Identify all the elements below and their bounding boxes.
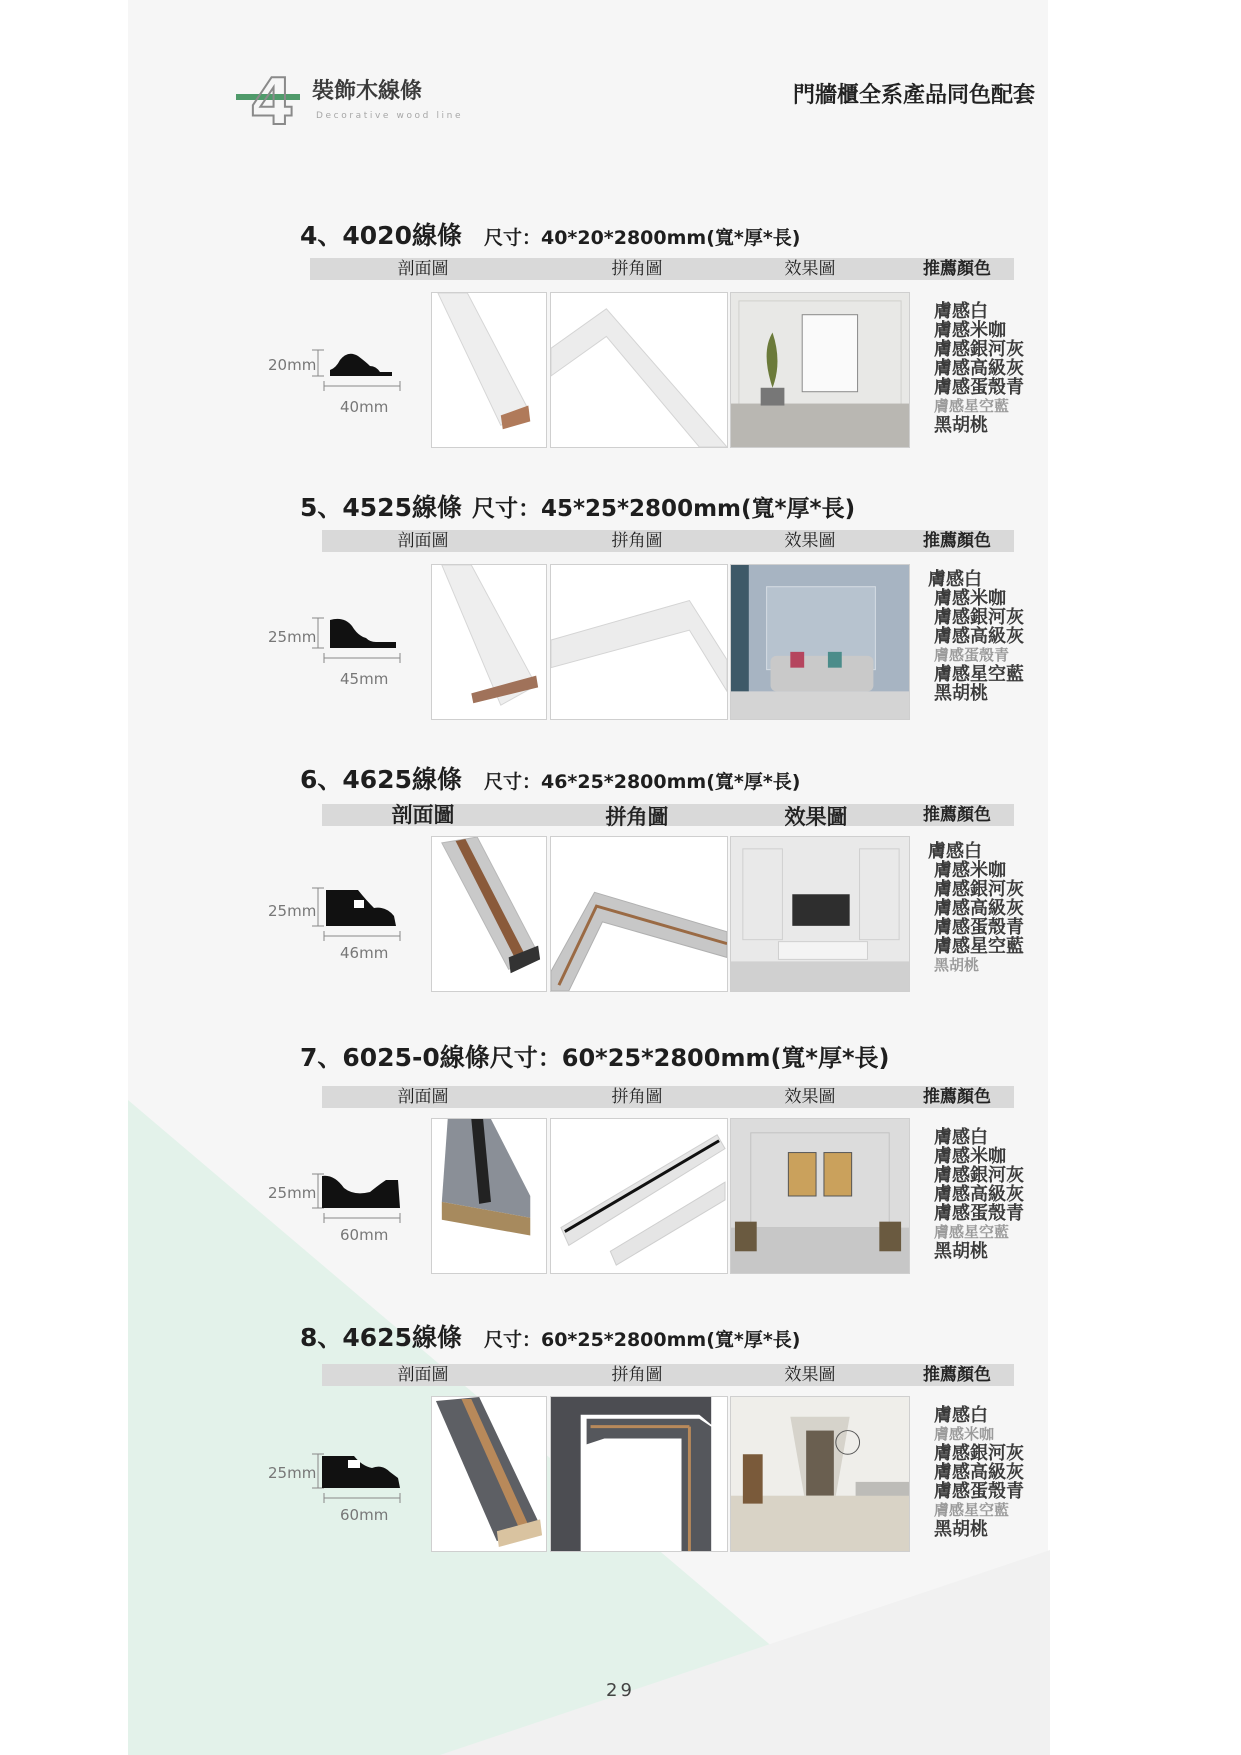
height-dimension: 25mm — [268, 1464, 317, 1482]
color-item: 膚感銀河灰 — [934, 879, 1024, 900]
chapter-subtitle: Decorative wood line — [316, 111, 464, 121]
effect-photo — [730, 564, 910, 720]
label-colors: 推薦顏色 — [923, 259, 991, 279]
color-item: 膚感高級灰 — [934, 898, 1024, 919]
color-item: 膚感白 — [934, 301, 988, 322]
profile-shape-icon — [262, 336, 422, 456]
label-corner: 拼角圖 — [611, 1087, 663, 1107]
product-size: 尺寸：46*25*2800mm(寬*厚*長) — [483, 771, 801, 793]
product-title: 5、4525線條 — [300, 493, 462, 522]
color-item: 膚感蛋殼青 — [934, 1203, 1024, 1224]
label-effect: 效果圖 — [784, 259, 836, 279]
color-item: 膚感白 — [934, 1405, 988, 1426]
color-item: 膚感白 — [934, 1127, 988, 1148]
label-profile: 剖面圖 — [397, 531, 449, 551]
product-title: 4、4020線條 — [300, 221, 462, 250]
effect-photo — [730, 836, 910, 992]
label-effect: 效果圖 — [784, 1087, 836, 1107]
height-dimension: 25mm — [268, 628, 317, 646]
label-corner: 拼角圖 — [611, 259, 663, 279]
color-item: 膚感蛋殼青 — [934, 646, 1010, 664]
width-dimension: 60mm — [340, 1506, 389, 1524]
profile-diagram — [262, 882, 422, 1002]
width-dimension: 45mm — [340, 670, 389, 688]
color-item: 膚感銀河灰 — [934, 607, 1024, 628]
section-heading — [300, 216, 800, 252]
column-header-bar — [322, 1086, 1014, 1108]
color-item: 膚感銀河灰 — [934, 1165, 1024, 1186]
effect-photo — [730, 1396, 910, 1552]
color-item: 膚感蛋殼青 — [934, 917, 1024, 938]
profile-shape-icon — [262, 1444, 422, 1564]
height-dimension: 20mm — [268, 356, 317, 374]
color-item: 膚感高級灰 — [934, 358, 1024, 379]
profile-photo — [431, 1396, 547, 1552]
label-effect: 效果圖 — [784, 531, 836, 551]
catalog-title: 門牆櫃全系產品同色配套 — [792, 83, 1035, 108]
label-profile: 剖面圖 — [391, 803, 455, 827]
profile-photo — [431, 564, 547, 720]
color-item: 黑胡桃 — [934, 956, 980, 974]
product-section-5 — [0, 1318, 1241, 1558]
height-dimension: 25mm — [268, 902, 317, 920]
color-item: 膚感米咖 — [934, 1146, 1006, 1167]
color-item: 黑胡桃 — [934, 1241, 988, 1262]
product-title: 7、6025-0線條 — [300, 1043, 490, 1072]
column-header-bar — [322, 803, 1014, 829]
corner-photo — [550, 292, 728, 448]
product-section-2 — [0, 488, 1241, 728]
color-item: 膚感高級灰 — [934, 1462, 1024, 1483]
label-profile: 剖面圖 — [397, 259, 449, 279]
profile-diagram — [262, 1444, 422, 1564]
profile-shape-icon — [262, 1164, 422, 1284]
label-profile: 剖面圖 — [397, 1365, 449, 1385]
profile-shape-icon — [262, 608, 422, 728]
color-item: 膚感蛋殼青 — [934, 377, 1024, 398]
color-item: 黑胡桃 — [934, 1519, 988, 1540]
product-size: 尺寸：60*25*2800mm(寬*厚*長) — [483, 1329, 801, 1351]
label-corner: 拼角圖 — [611, 531, 663, 551]
effect-photo — [730, 292, 910, 448]
chapter-logo-icon — [236, 66, 306, 130]
color-item: 膚感米咖 — [934, 1425, 995, 1443]
color-item: 膚感米咖 — [934, 320, 1006, 341]
chapter-number: 4 — [250, 66, 295, 130]
color-item: 膚感白 — [928, 569, 982, 590]
width-dimension: 46mm — [340, 944, 389, 962]
recommended-colors — [928, 842, 1024, 975]
section-heading — [300, 760, 800, 796]
color-item: 膚感星空藍 — [934, 936, 1024, 957]
profile-photo — [431, 292, 547, 448]
profile-diagram — [262, 336, 422, 456]
corner-photo — [550, 564, 728, 720]
label-effect: 效果圖 — [784, 1365, 836, 1385]
width-dimension: 40mm — [340, 398, 389, 416]
chapter-title: 裝飾木線條 — [312, 79, 423, 104]
color-item: 膚感星空藍 — [934, 1501, 1010, 1519]
color-item: 膚感高級灰 — [934, 626, 1024, 647]
color-item: 膚感銀河灰 — [934, 339, 1024, 360]
color-item: 膚感星空藍 — [934, 1223, 1010, 1241]
product-size: 尺寸：45*25*2800mm(寬*厚*長) — [471, 496, 856, 522]
width-dimension: 60mm — [340, 1226, 389, 1244]
profile-diagram — [262, 1164, 422, 1284]
product-title: 8、4625線條 — [300, 1323, 462, 1352]
label-colors: 推薦顏色 — [923, 1365, 991, 1385]
corner-photo — [550, 836, 728, 992]
profile-diagram — [262, 608, 422, 728]
recommended-colors — [934, 302, 1024, 435]
recommended-colors — [934, 1128, 1024, 1261]
product-section-3 — [0, 760, 1241, 1000]
color-item: 膚感米咖 — [934, 588, 1006, 609]
product-size: 尺寸：60*25*2800mm(寬*厚*長) — [489, 1044, 890, 1072]
column-header-bar — [322, 1364, 1014, 1386]
product-title: 6、4625線條 — [300, 765, 462, 794]
label-profile: 剖面圖 — [397, 1087, 449, 1107]
recommended-colors — [934, 1406, 1024, 1539]
color-item: 膚感星空藍 — [934, 664, 1024, 685]
label-effect: 效果圖 — [784, 805, 848, 829]
product-section-1 — [0, 216, 1241, 456]
label-corner: 拼角圖 — [611, 1365, 663, 1385]
section-heading — [300, 1038, 890, 1074]
color-item: 膚感白 — [928, 841, 982, 862]
color-item: 膚感高級灰 — [934, 1184, 1024, 1205]
page-number: 29 — [606, 1680, 635, 1701]
section-heading — [300, 488, 855, 524]
profile-shape-icon — [262, 882, 422, 1002]
section-heading — [300, 1318, 800, 1354]
recommended-colors — [928, 570, 1024, 703]
corner-photo — [550, 1118, 728, 1274]
height-dimension: 25mm — [268, 1184, 317, 1202]
color-item: 膚感星空藍 — [934, 397, 1010, 415]
effect-photo — [730, 1118, 910, 1274]
label-colors: 推薦顏色 — [923, 1087, 991, 1107]
column-header-bar — [310, 258, 1014, 280]
color-item: 黑胡桃 — [934, 683, 988, 704]
profile-photo — [431, 836, 547, 992]
profile-photo — [431, 1118, 547, 1274]
column-header-bar — [322, 530, 1014, 552]
color-item: 膚感蛋殼青 — [934, 1481, 1024, 1502]
product-section-4 — [0, 1038, 1241, 1278]
color-item: 膚感米咖 — [934, 860, 1006, 881]
corner-photo — [550, 1396, 728, 1552]
label-colors: 推薦顏色 — [923, 805, 991, 825]
product-size: 尺寸：40*20*2800mm(寬*厚*長) — [483, 227, 801, 249]
color-item: 黑胡桃 — [934, 415, 988, 436]
color-item: 膚感銀河灰 — [934, 1443, 1024, 1464]
label-corner: 拼角圖 — [605, 805, 669, 829]
label-colors: 推薦顏色 — [923, 531, 991, 551]
